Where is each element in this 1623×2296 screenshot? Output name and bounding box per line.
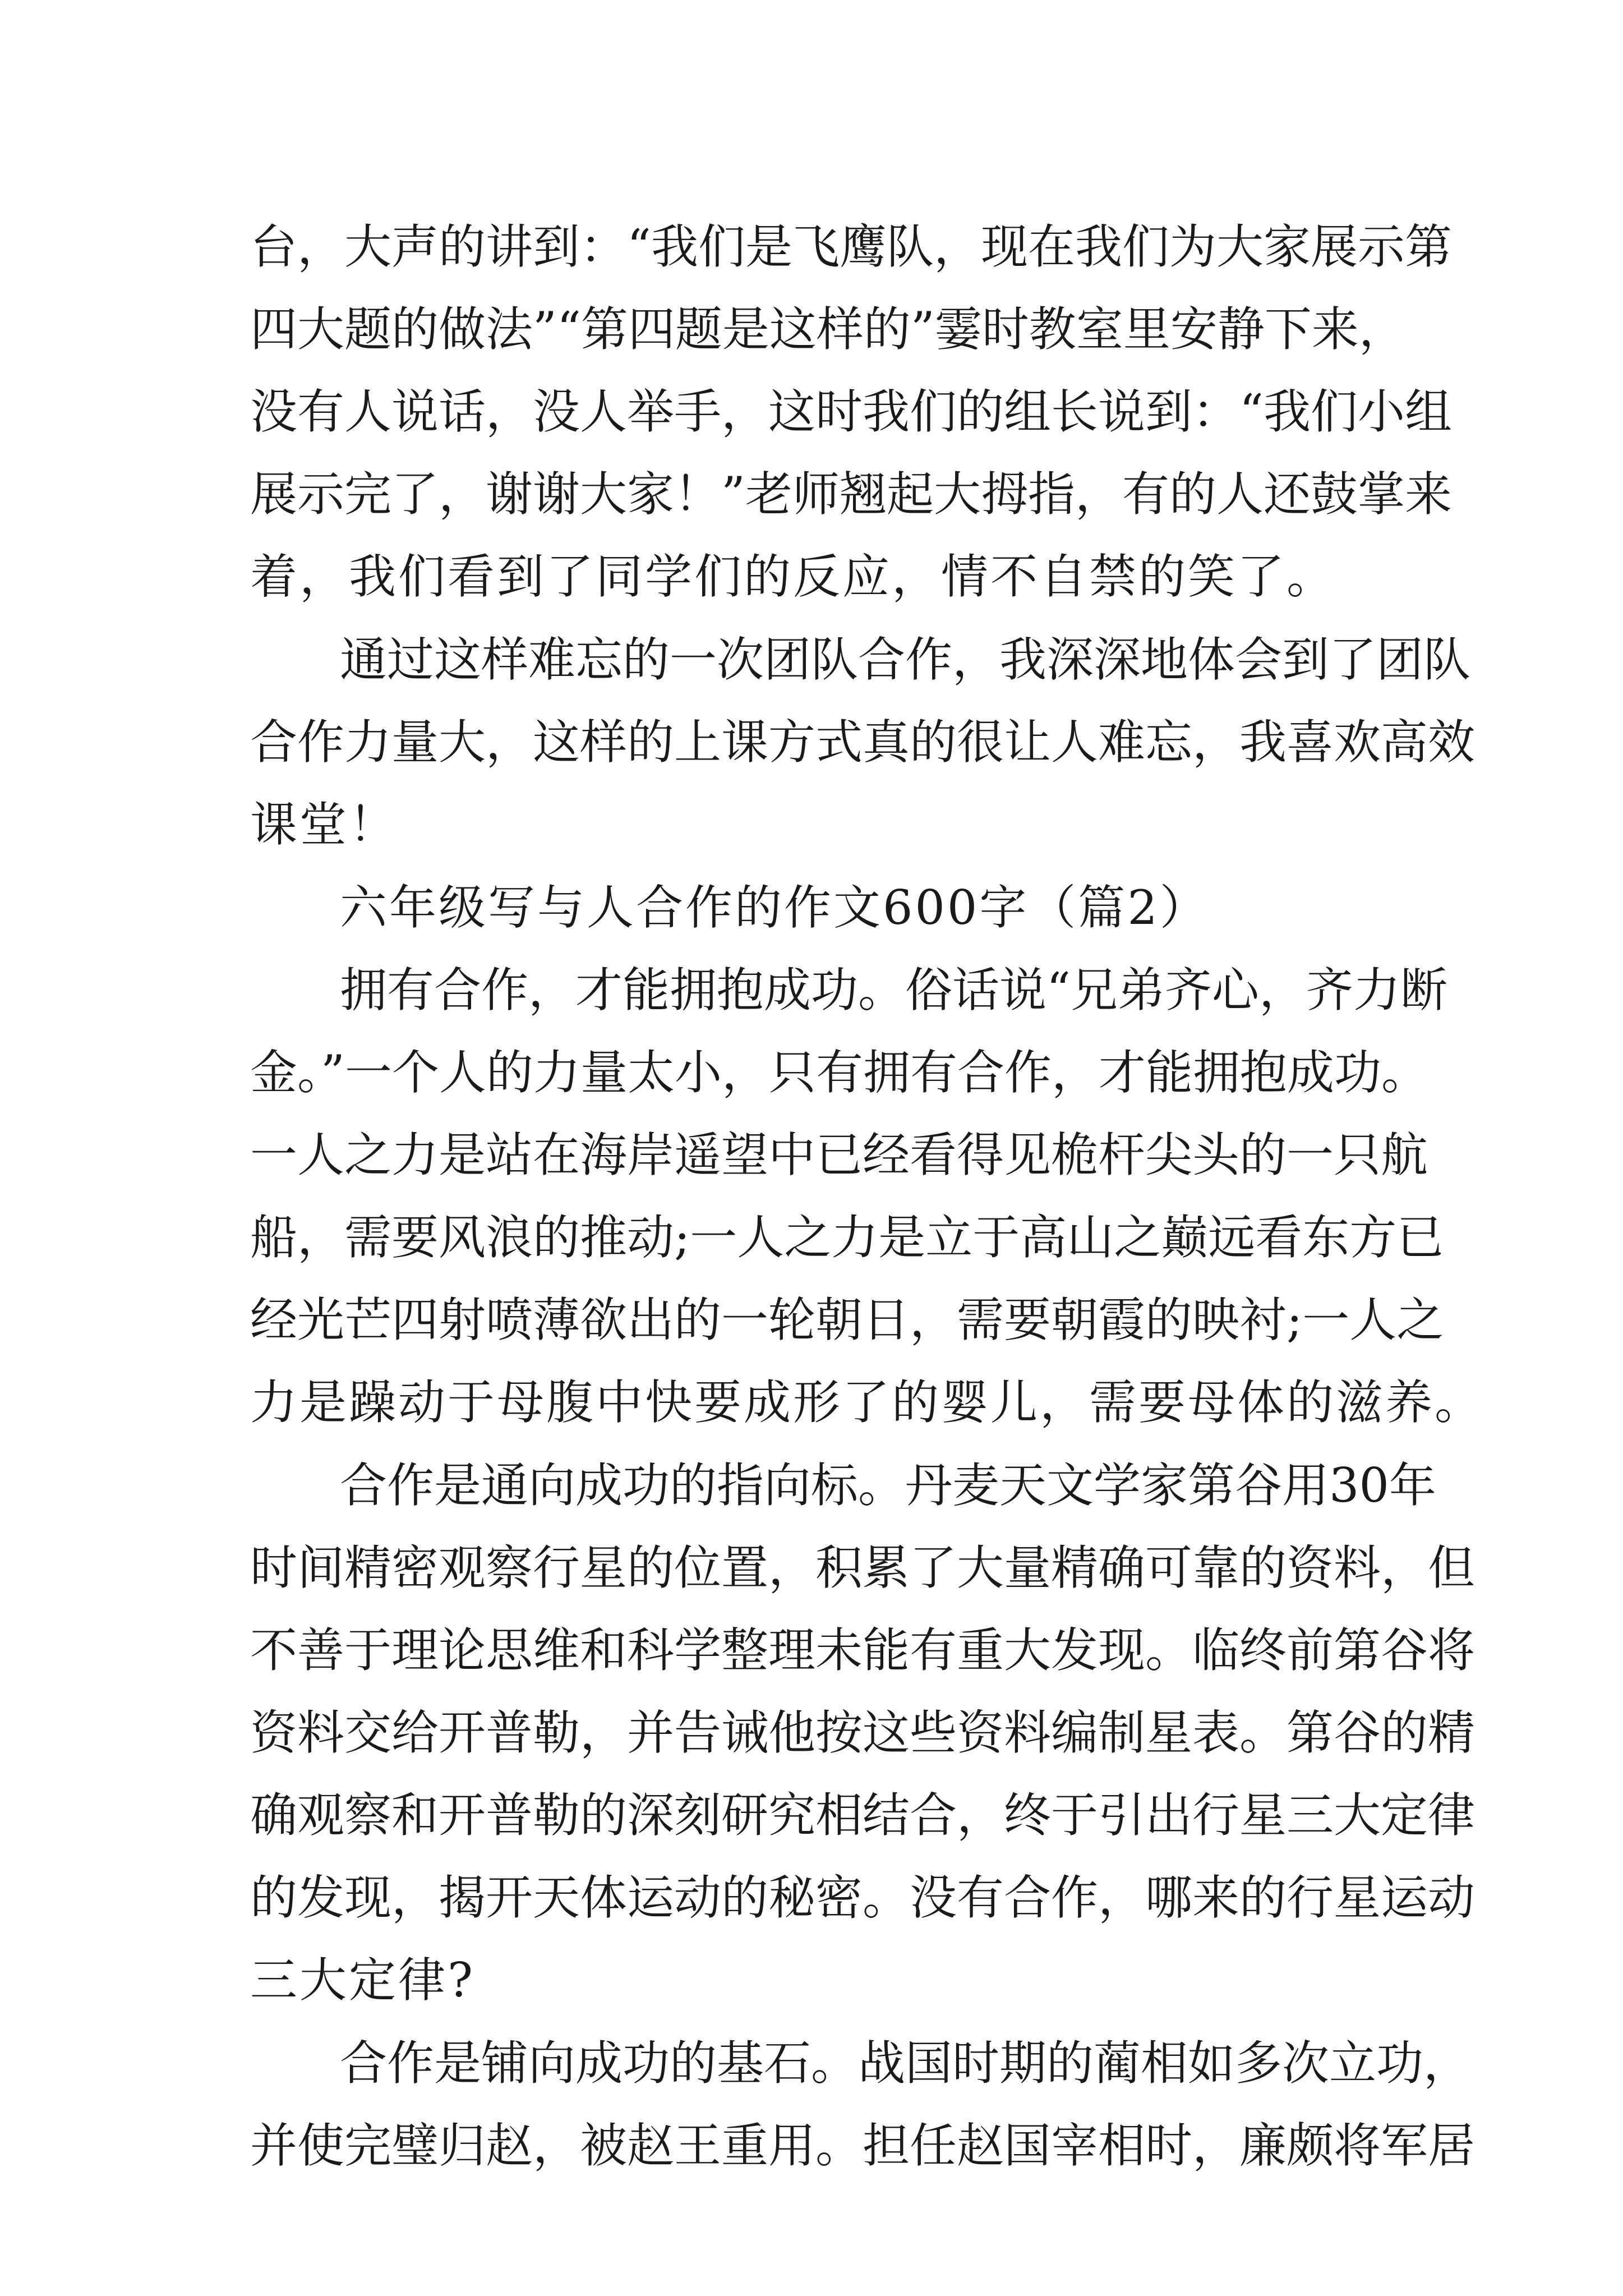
paragraph-4-line-4: 资料交给开普勒，并告诫他按这些资料编制星表。第谷的精 (250, 1705, 1476, 1760)
paragraph-1-line-2: 四大题的做法”“第四题是这样的”霎时教室里安静下来， (250, 302, 1406, 357)
paragraph-4-line-2: 时间精密观察行星的位置，积累了大量精确可靠的资料，但 (250, 1540, 1476, 1595)
paragraph-3-line-1: 拥有合作，才能拥抱成功。俗话说“兄弟齐心，齐力断 (340, 963, 1447, 1018)
paragraph-4-line-5: 确观察和开普勒的深刻研究相结合，终于引出行星三大定律 (250, 1788, 1476, 1843)
paragraph-3-line-4: 船，需要风浪的推动;一人之力是立于高山之巅远看东方已 (250, 1210, 1444, 1265)
paragraph-1-line-3: 没有人说话，没人举手，这时我们的组长说到：“我们小组 (250, 384, 1452, 439)
paragraph-4-line-7: 三大定律? (250, 1953, 476, 2008)
paragraph-1-line-4: 展示完了，谢谢大家！”老师翘起大拇指，有的人还鼓掌来 (250, 467, 1452, 522)
paragraph-3-line-2: 金。”一个人的力量太小，只有拥有合作，才能拥抱成功。 (250, 1045, 1428, 1100)
paragraph-2-line-2: 合作力量大，这样的上课方式真的很让人难忘，我喜欢高效 (250, 715, 1476, 770)
paragraph-1-line-1: 台，大声的讲到：“我们是飞鹰队，现在我们为大家展示第 (250, 219, 1452, 274)
paragraph-3-line-3: 一人之力是站在海岸遥望中已经看得见桅杆尖头的一只航 (250, 1128, 1428, 1182)
paragraph-5-line-2: 并使完璧归赵，被赵王重用。担任赵国宰相时，廉颇将军居 (250, 2118, 1476, 2173)
paragraph-4-line-6: 的发现，揭开天体运动的秘密。没有合作，哪来的行星运动 (250, 1870, 1476, 1925)
paragraph-2-line-3: 课堂！ (250, 797, 399, 852)
paragraph-2-line-1: 通过这样难忘的一次团队合作，我深深地体会到了团队 (340, 632, 1471, 687)
section-heading: 六年级写与人合作的作文600字（篇2） (340, 880, 1209, 935)
paragraph-1-line-5: 着，我们看到了同学们的反应，情不自禁的笑了。 (250, 549, 1336, 604)
paragraph-4-line-1: 合作是通向成功的指向标。丹麦天文学家第谷用30年 (340, 1458, 1436, 1513)
paragraph-3-line-5: 经光芒四射喷薄欲出的一轮朝日，需要朝霞的映衬;一人之 (250, 1292, 1444, 1347)
paragraph-4-line-3: 不善于理论思维和科学整理未能有重大发现。临终前第谷将 (250, 1623, 1476, 1678)
paragraph-3-line-6: 力是躁动于母腹中快要成形了的婴儿，需要母体的滋养。 (250, 1375, 1484, 1430)
paragraph-5-line-1: 合作是铺向成功的基石。战国时期的蔺相如多次立功， (340, 2036, 1471, 2091)
